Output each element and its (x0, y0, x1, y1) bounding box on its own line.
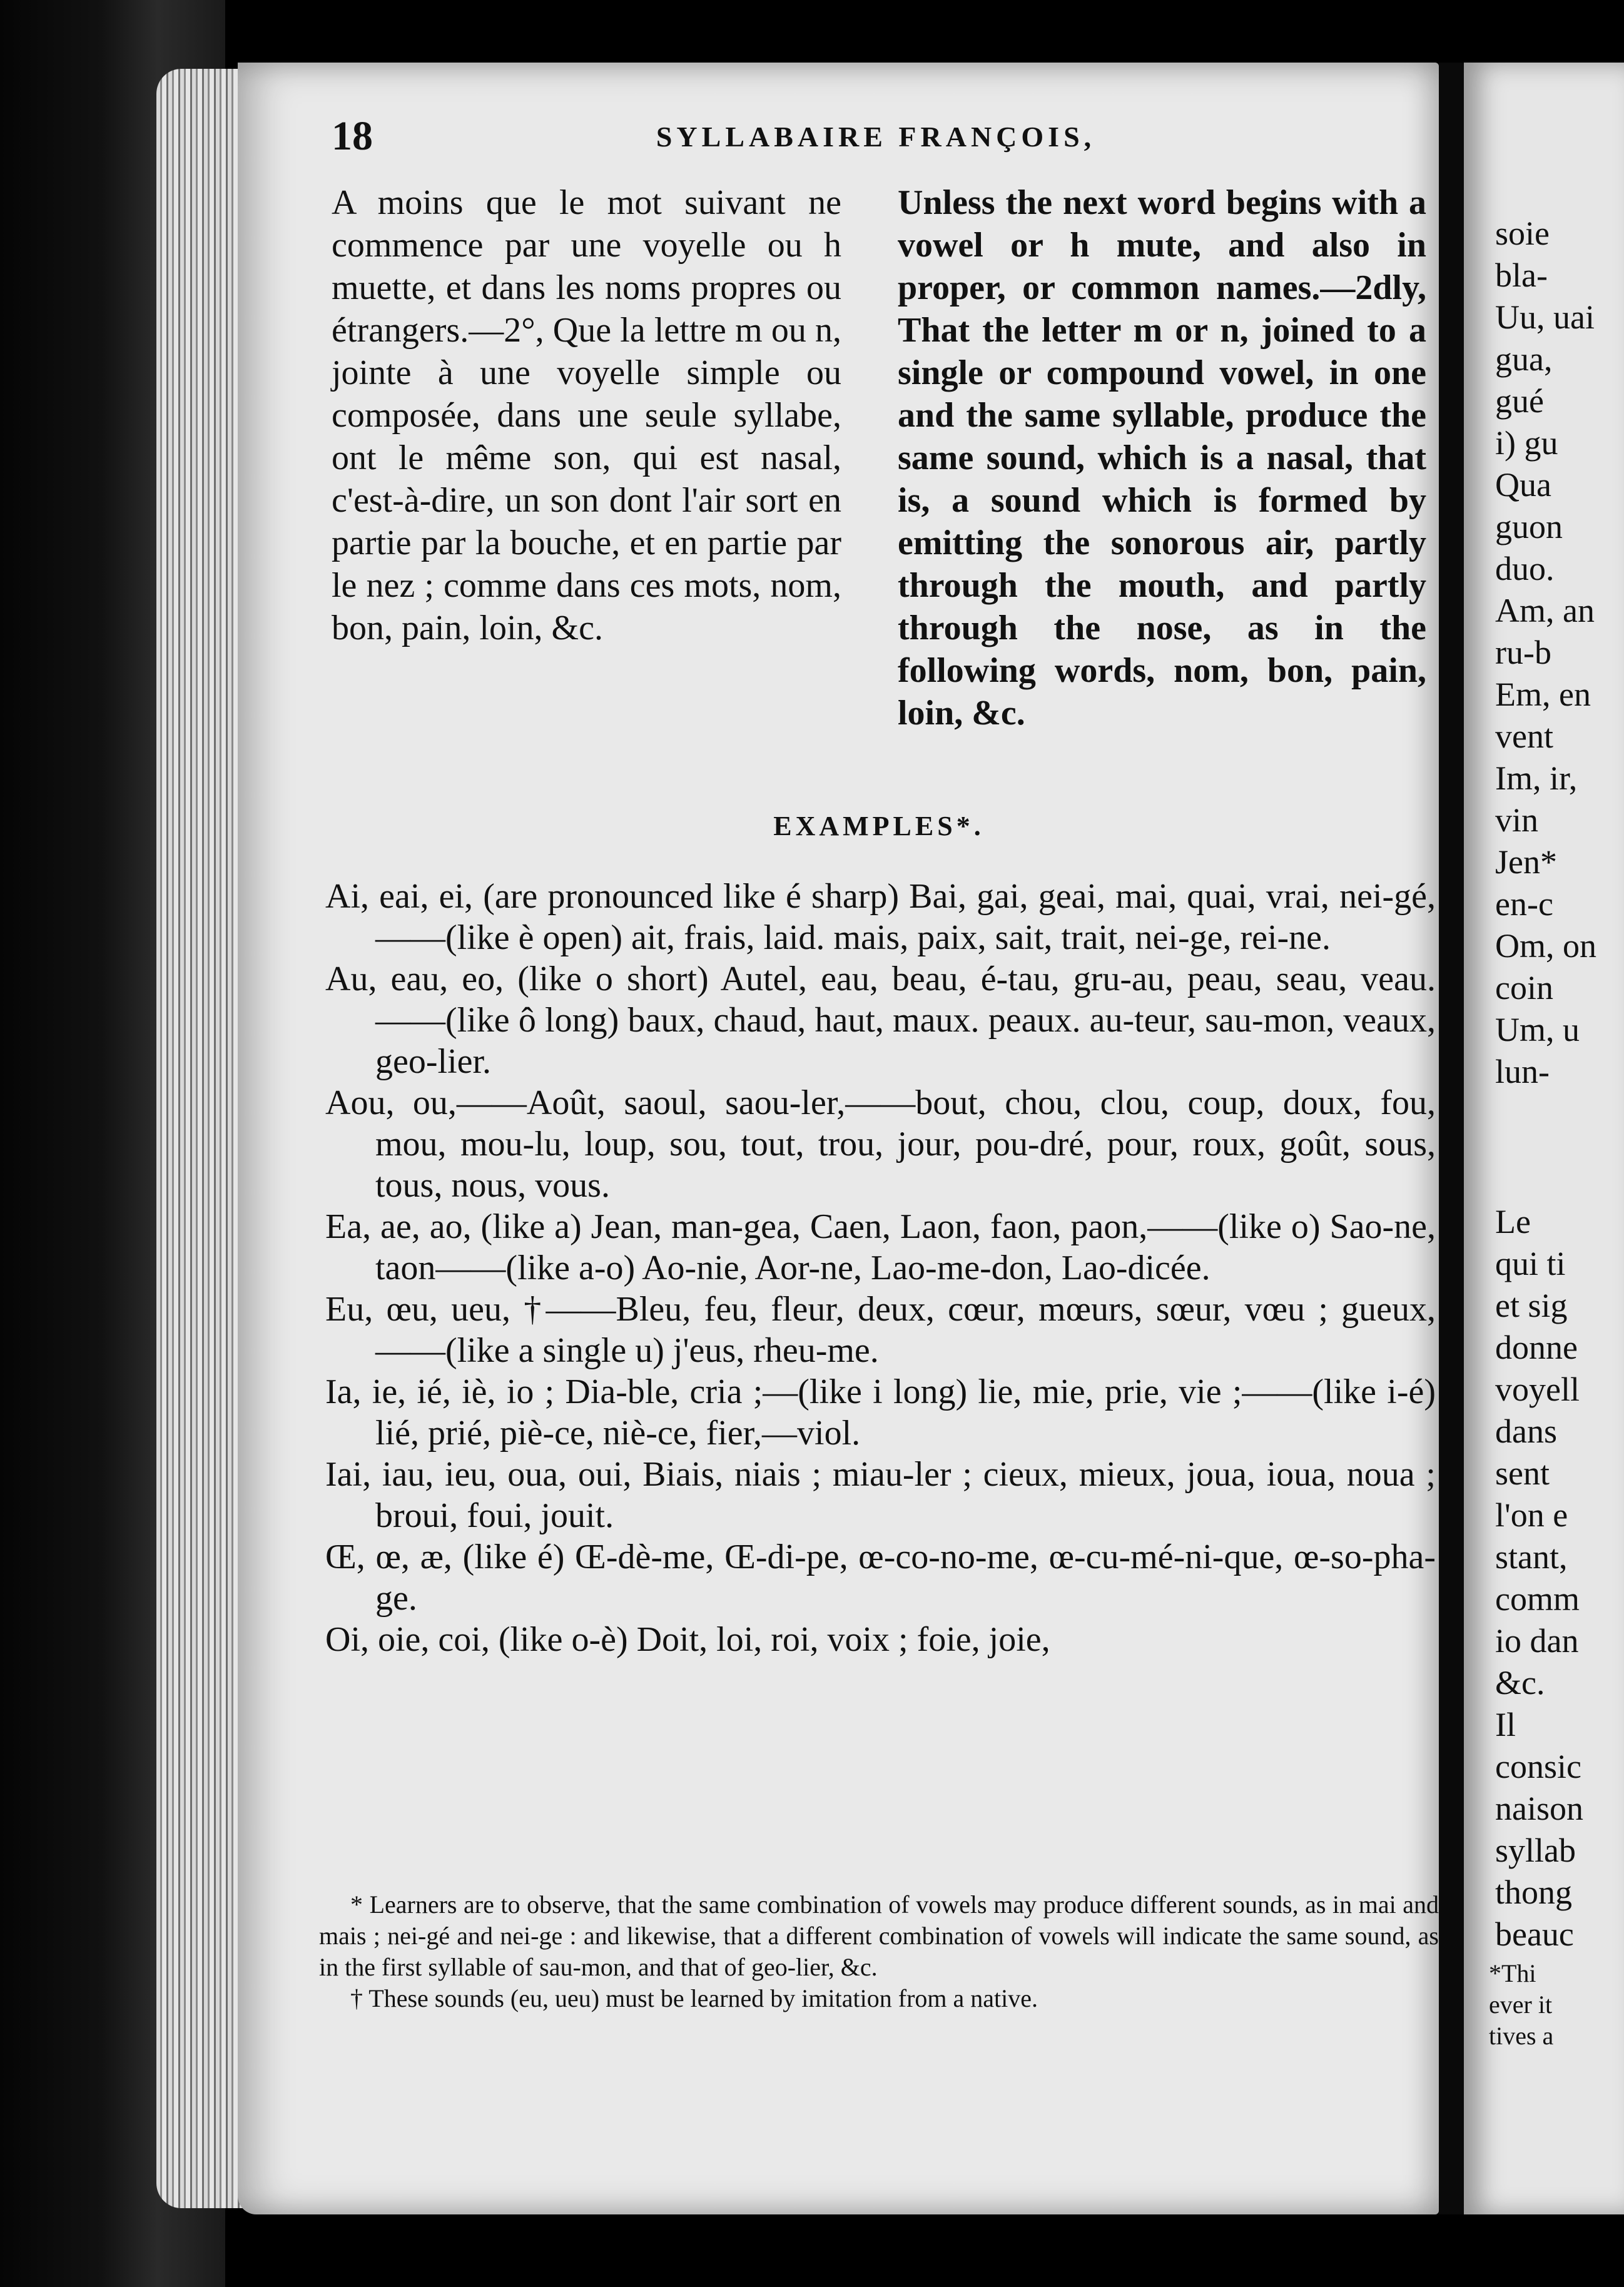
facing-page-line: Qua (1495, 466, 1551, 504)
facing-page-line: en-c (1495, 885, 1553, 923)
facing-page-fragment (1464, 63, 1624, 2214)
facing-page-line: Um, u (1495, 1011, 1580, 1048)
facing-page-line: dans (1495, 1412, 1557, 1450)
facing-page-line: Am, an (1495, 592, 1595, 629)
facing-page-line: Im, ir, (1495, 759, 1578, 797)
facing-page-line: l'on e (1495, 1496, 1568, 1534)
facing-page-line: consic (1495, 1748, 1581, 1785)
facing-page-top-lines (1495, 213, 1596, 1093)
example-entry: Aou, ou,——Août, saoul, saou-ler,——bout, chou, clou, coup, doux, fou, mou, mou-lu, loup, sou, tout, trou, jour, pou-dré, pour, roux, goût, sous, tous, nous, vous. (325, 1083, 1436, 1205)
facing-page-line: et sig (1495, 1287, 1568, 1324)
facing-page-line: Il (1495, 1706, 1516, 1743)
example-entry: Eu, œu, ueu, †——Bleu, feu, fleur, deux, cœur, mœurs, sœur, vœu ; gueux,——(like a single u) j'eus, rheu-me. (325, 1290, 1436, 1370)
example-entry: Ai, eai, ei, (are pronounced like é sharp) Bai, gai, geai, mai, quai, vrai, nei-gé,——(like è open) ait, frais, laid. mais, paix, sait, trait, nei-ge, rei-ne. (325, 877, 1436, 957)
left-page (238, 63, 1439, 2214)
facing-page-line: Om, on (1495, 927, 1596, 965)
facing-page-line: qui ti (1495, 1245, 1566, 1282)
facing-page-line: lun- (1495, 1053, 1550, 1090)
facing-page-line: vent (1495, 718, 1553, 755)
facing-page-line: io dan (1495, 1622, 1579, 1660)
footnote-dagger: † These sounds (eu, ueu) must be learned by imitation from a native. (350, 1984, 1038, 2012)
page-edges (156, 69, 244, 2208)
facing-page-line: duo. (1495, 550, 1555, 587)
facing-page-line: tives a (1489, 2022, 1554, 2050)
page-header (332, 113, 1420, 169)
facing-page-line: guon (1495, 508, 1563, 545)
facing-page-line: coin (1495, 969, 1553, 1007)
facing-page-line: bla- (1495, 256, 1548, 294)
facing-page-line: soie (1495, 215, 1550, 252)
page-gutter (1439, 63, 1464, 2214)
facing-page-line: *Thi (1489, 1959, 1536, 1987)
facing-page-line: beauc (1495, 1915, 1574, 1953)
facing-page-line: Uu, uai (1495, 298, 1595, 336)
facing-page-mid-lines (1495, 1201, 1583, 1955)
example-entry: Oi, oie, coi, (like o-è) Doit, loi, roi, voix ; foie, joie, (325, 1620, 1050, 1659)
facing-page-line: comm (1495, 1580, 1580, 1618)
facing-page-line: ever it (1489, 1990, 1553, 2019)
facing-page-line: ru-b (1495, 634, 1551, 671)
facing-page-line: voyell (1495, 1371, 1580, 1408)
examples-list (325, 876, 1436, 1660)
facing-page-line: naison (1495, 1790, 1583, 1827)
french-column (332, 181, 841, 649)
facing-page-notes (1489, 1958, 1553, 2052)
example-entry: Au, eau, eo, (like o short) Autel, eau, beau, é-tau, gru-au, peau, seau, veau.——(like ô long) baux, chaud, haut, maux. peaux. au-teur, sau-mon, veaux, geo-lier. (325, 960, 1436, 1081)
facing-page-line: vin (1495, 801, 1539, 839)
facing-page-line: Jen* (1495, 843, 1557, 881)
facing-page-line: i) gu (1495, 424, 1558, 462)
facing-page-line: syllab (1495, 1832, 1576, 1869)
facing-page-line: Le (1495, 1203, 1531, 1240)
facing-page-line: gué (1495, 382, 1544, 420)
english-rule-text: Unless the next word begins with a vowel or h mute, and also in proper, or common names.—2dly, That the letter m or n, joined to a single or compound vowel, in one and the same syllable, produce the same sound, which is a nasal, that is, a sound which is formed by emitting the sonorous air, partly through the mouth, and partly through the nose, as in the following words, nom, bon, pain, loin, &c. (898, 183, 1426, 733)
french-rule-text: A moins que le mot suivant ne commence par une voyelle ou h muette, et dans les noms propres ou étrangers.—2°, Que la lettre m ou n, jointe à une voyelle simple ou composée, dans une seule syllabe, ont le même son, qui est nasal, c'est-à-dire, un son dont l'air sort en partie par la bouche, et en partie par le nez ; comme dans ces mots, nom, bon, pain, loin, &c. (332, 183, 841, 647)
facing-page-line: gua, (1495, 340, 1553, 378)
running-title: SYLLABAIRE FRANÇOIS, (656, 121, 1096, 153)
english-column (898, 181, 1426, 734)
facing-page-line: thong (1495, 1874, 1573, 1911)
facing-page-line: Em, en (1495, 676, 1591, 713)
example-entry: Iai, iau, ieu, oua, oui, Biais, niais ; miau-ler ; cieux, mieux, joua, ioua, noua ; broui, foui, jouit. (325, 1455, 1436, 1535)
examples-heading: EXAMPLES*. (773, 811, 985, 841)
facing-page-line: &c. (1495, 1664, 1545, 1701)
example-entry: Ia, ie, ié, iè, io ; Dia-ble, cria ;—(like i long) lie, mie, prie, vie ;——(like i-é) lié, prié, piè-ce, niè-ce, fier,—viol. (325, 1372, 1436, 1453)
example-entry: Œ, œ, æ, (like é) Œ-dè-me, Œ-di-pe, œ-co-no-me, œ-cu-mé-ni-que, œ-so-pha-ge. (325, 1538, 1436, 1618)
footnote-asterisk: * Learners are to observe, that the same combination of vowels may produce different sounds, as in mai and mais ; nei-gé and nei-ge : and likewise, that a different combination of vowels will indicate the same sound, as in the first syllable of sau-mon, and that of geo-lier, &c. (319, 1890, 1439, 1981)
example-entry: Ea, ae, ao, (like a) Jean, man-gea, Caen, Laon, faon, paon,——(like o) Sao-ne, taon——(like a-o) Ao-nie, Aor-ne, Lao-me-don, Lao-dicée. (325, 1207, 1436, 1287)
facing-page-line: stant, (1495, 1538, 1568, 1576)
facing-page-line: donne (1495, 1329, 1578, 1366)
page-number: 18 (332, 113, 373, 159)
facing-page-line: sent (1495, 1454, 1550, 1492)
footnotes (319, 1889, 1439, 2014)
